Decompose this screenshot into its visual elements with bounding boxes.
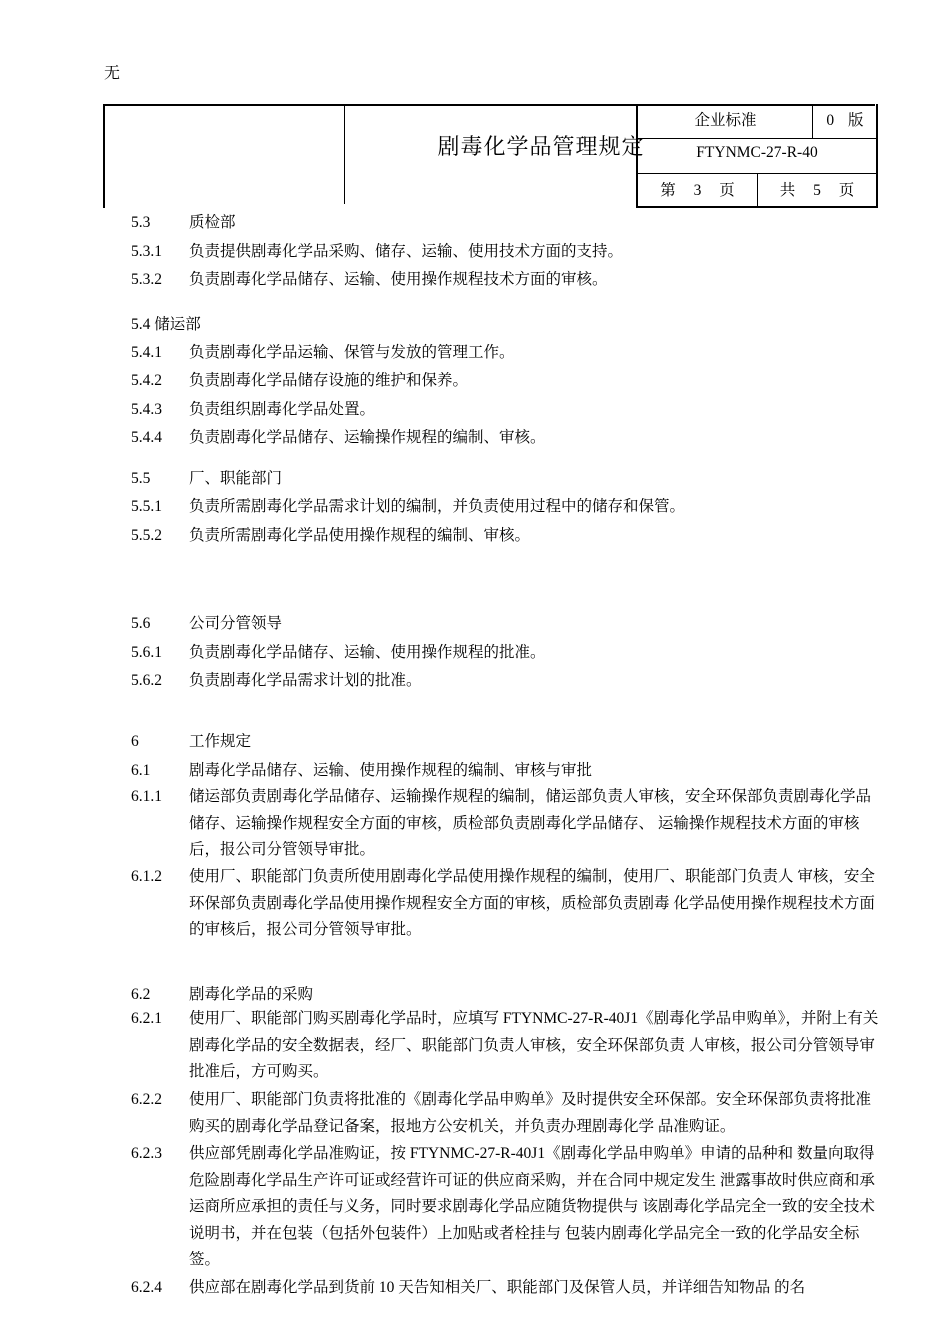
section-text: 负责所需剧毒化学品需求计划的编制，并负责使用过程中的储存和保管。 <box>189 498 686 515</box>
section-number: 6.1.2 <box>131 868 162 885</box>
list-item <box>131 368 468 390</box>
section-text: 负责所需剧毒化学品使用操作规程的编制、审核。 <box>189 527 531 544</box>
section-number: 5.3 <box>131 214 151 231</box>
document-header <box>103 104 875 208</box>
section-number: 6.1 <box>131 762 151 779</box>
paragraph-text: 供应部在剧毒化学品到货前 10 天告知相关厂、职能部门及保管人员，并详细告知物品 的名 <box>189 1279 806 1296</box>
section-number: 6.2.3 <box>131 1145 162 1162</box>
list-item <box>131 425 546 447</box>
section-number: 6.1.1 <box>131 788 162 805</box>
paragraph <box>131 1087 881 1140</box>
section-text: 负责提供剧毒化学品采购、储存、运输、使用技术方面的支持。 <box>189 243 624 260</box>
list-item <box>131 640 546 662</box>
section-text: 质检部 <box>189 214 236 231</box>
section-text: 负责剧毒化学品需求计划的批准。 <box>189 672 422 689</box>
paragraph <box>131 1141 881 1274</box>
paragraph <box>131 864 881 944</box>
section-number: 5.4.4 <box>131 429 162 446</box>
section-text: 公司分管领导 <box>189 615 283 632</box>
header-left-border <box>103 104 105 208</box>
section-number: 5.6.2 <box>131 672 162 689</box>
paragraph-text: 使用厂、职能部门负责将批准的《剧毒化学品申购单》及时提供安全环保部。安全环保部负责将批准购买的剧毒化学品登记备案，报地方公安机关，并负责办理剧毒化学 品准购证。 <box>189 1091 872 1135</box>
section-number: 5.5 <box>131 470 151 487</box>
section-heading <box>131 466 282 488</box>
section-number: 5.4.2 <box>131 372 162 389</box>
version-label: 0 版 <box>826 112 864 129</box>
list-item <box>131 340 515 362</box>
list-item <box>131 239 623 261</box>
page-number: 第 3 页 <box>660 182 735 199</box>
section-number: 6.2.4 <box>131 1279 162 1296</box>
list-item <box>131 397 375 419</box>
section-text: 负责剧毒化学品运输、保管与发放的管理工作。 <box>189 344 515 361</box>
corner-mark: 无 <box>104 65 121 82</box>
section-number: 6 <box>131 733 139 750</box>
paragraph <box>131 1275 871 1301</box>
section-number: 5.6.1 <box>131 644 162 661</box>
section-text: 负责组织剧毒化学品处置。 <box>189 401 376 418</box>
header-cell-divider <box>812 104 813 138</box>
section-heading <box>131 312 201 334</box>
section-text: 负责剧毒化学品储存设施的维护和保养。 <box>189 372 469 389</box>
section-heading <box>131 210 236 232</box>
header-info-box <box>636 104 878 208</box>
document-title: 剧毒化学品管理规定 <box>437 134 645 159</box>
total-pages: 共 5 页 <box>779 182 855 199</box>
section-number: 5.6 <box>131 615 151 632</box>
section-number: 5.3.2 <box>131 271 162 288</box>
list-item <box>131 267 608 289</box>
section-text: 剧毒化学品储存、运输、使用操作规程的编制、审核与审批 <box>189 762 593 779</box>
list-item <box>131 523 530 545</box>
section-number: 5.4.1 <box>131 344 162 361</box>
section-number: 5.4.3 <box>131 401 162 418</box>
paragraph-text: 供应部凭剧毒化学品准购证，按 FTYNMC-27-R-40J1《剧毒化学品申购单》申请的品种和 数量向取得危险剧毒化学品生产许可证或经营许可证的供应商采购，并在合同中规定发生 泄露事故时供应商和承运商所应承担的责任与义务，同时要求剧毒化学品应随货物提供与 该剧毒化学品完全一致的安全技术说明书，并在包装（包括外包装件）上加贴或者栓挂与 包装内剧毒化学品完全一致的化学品安全标签。 <box>189 1145 875 1268</box>
section-text: 工作规定 <box>189 733 252 750</box>
paragraph <box>131 784 881 864</box>
section-number: 6.2.2 <box>131 1091 162 1108</box>
paragraph-text: 使用厂、职能部门购买剧毒化学品时，应填写 FTYNMC-27-R-40J1《剧毒化学品申购单》，并附上有关剧毒化学品的安全数据表，经厂、职能部门负责人审核，安全环保部负责 人审核，报公司分管领导审批准后，方可购买。 <box>189 1010 879 1080</box>
section-heading <box>131 729 251 751</box>
paragraph-text: 储运部负责剧毒化学品储存、运输操作规程的编制，储运部负责人审核，安全环保部负责剧毒化学品储存、运输操作规程安全方面的审核，质检部负责剧毒化学品储存、 运输操作规程技术方面的审核后，报公司分管领导审批。 <box>189 788 872 858</box>
paragraph-text: 使用厂、职能部门负责所使用剧毒化学品使用操作规程的编制，使用厂、职能部门负责人 审核，安全环保部负责剧毒化学品使用操作规程安全方面的审核，质检部负责剧毒 化学品使用操作规程技术方面的审核后，报公司分管领导审批。 <box>189 868 875 938</box>
section-number: 6.2 <box>131 986 151 1003</box>
section-number: 5.5.2 <box>131 527 162 544</box>
section-number: 5.5.1 <box>131 498 162 515</box>
section-text: 负责剧毒化学品储存、运输操作规程的编制、审核。 <box>189 429 546 446</box>
list-item <box>131 668 422 690</box>
standard-label: 企业标准 <box>694 112 757 129</box>
section-text: 5.4 储运部 <box>131 316 201 333</box>
section-text: 剧毒化学品的采购 <box>189 986 314 1003</box>
section-text: 负责剧毒化学品储存、运输、使用操作规程的批准。 <box>189 644 546 661</box>
section-number: 5.3.1 <box>131 243 162 260</box>
section-text: 负责剧毒化学品储存、运输、使用操作规程技术方面的审核。 <box>189 271 608 288</box>
list-item <box>131 494 685 516</box>
section-text: 厂、职能部门 <box>189 470 283 487</box>
section-heading <box>131 758 592 780</box>
paragraph <box>131 1006 881 1086</box>
document-code: FTYNMC-27-R-40 <box>696 144 818 161</box>
section-heading <box>131 611 282 633</box>
section-number: 6.2.1 <box>131 1010 162 1027</box>
section-heading <box>131 982 313 1004</box>
